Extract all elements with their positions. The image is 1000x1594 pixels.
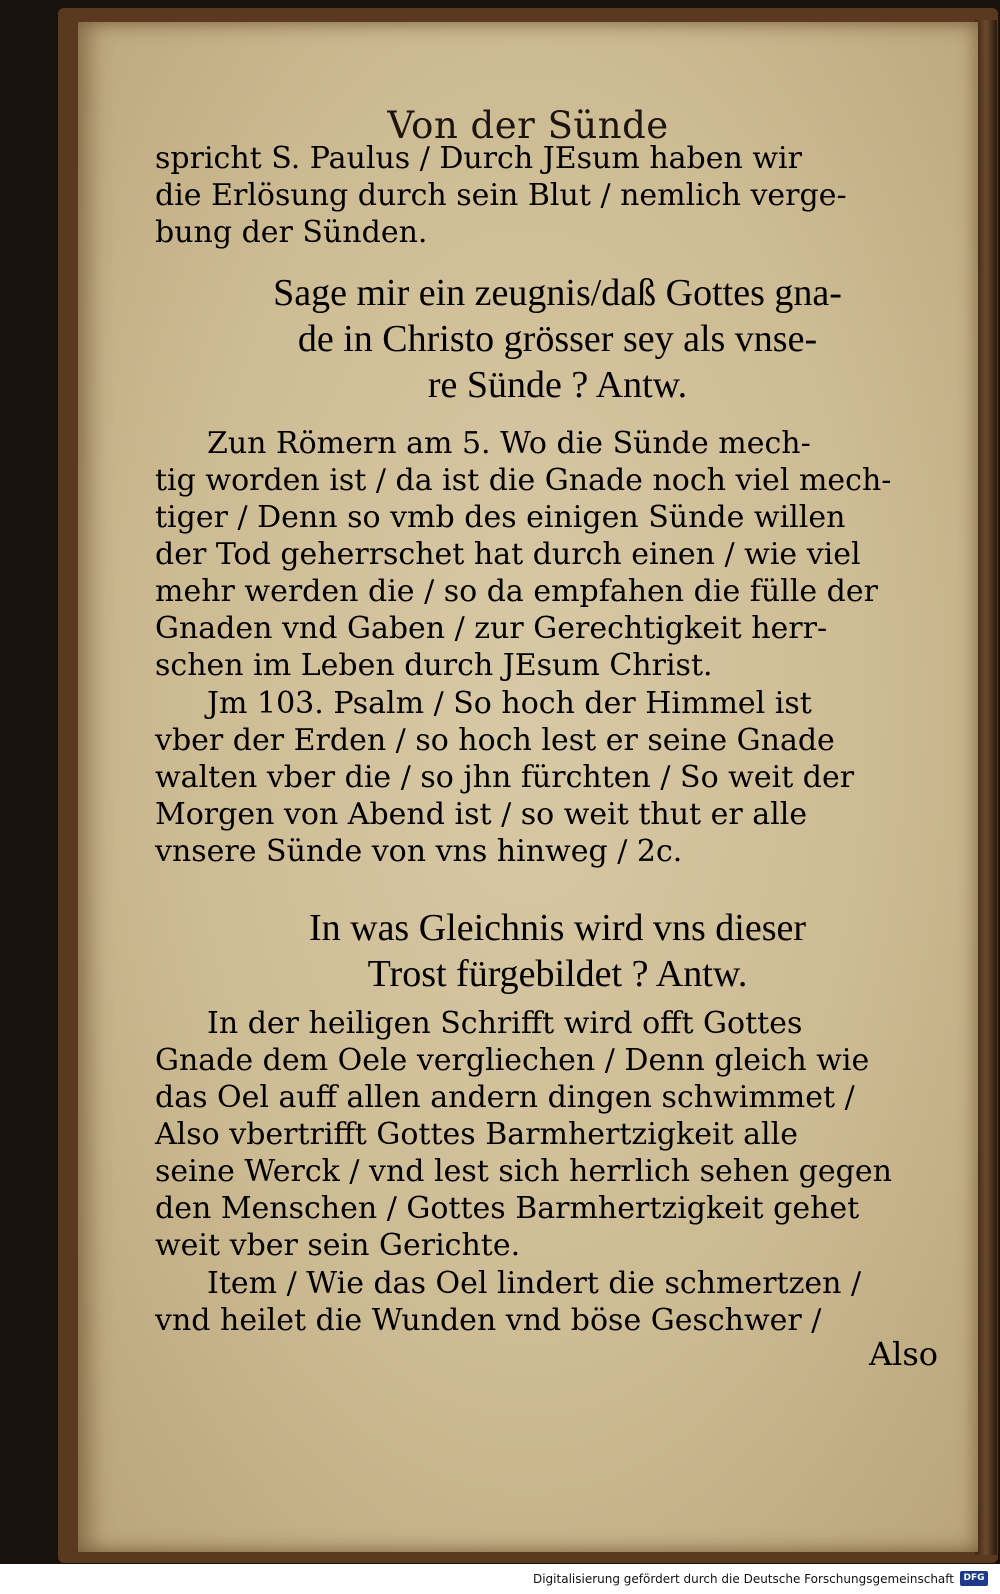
book-page-edge (975, 20, 997, 1555)
question-heading-1 (175, 270, 940, 408)
text-line: bung der Sünden. (155, 215, 428, 250)
text-line: spricht S. Paulus / Durch JEsum haben wir (155, 141, 802, 176)
text-line: vber der Erden / so hoch lest er seine Gnade (155, 723, 835, 758)
text-line: Gnade dem Oele vergliechen / Denn gleich wie (155, 1043, 870, 1078)
text-line: vnd heilet die Wunden vnd böse Geschwer / (155, 1303, 822, 1338)
text-line: Jm 103. Psalm / So hoch der Himmel ist (207, 686, 812, 721)
answer-paragraph-psalm (155, 685, 955, 870)
text-line: tig worden ist / da ist die Gnade noch viel mech- (155, 463, 892, 498)
text-line: mehr werden die / so da empfahen die fülle der (155, 574, 878, 609)
dfg-logo: DFG (960, 1571, 988, 1586)
footer-credit: Digitalisierung gefördert durch die Deutsche Forschungsgemeinschaft (532, 1572, 954, 1586)
text-line: Zun Römern am 5. Wo die Sünde mech- (207, 426, 811, 461)
heading-line: de in Christo grösser sey als vnse- (297, 318, 818, 360)
text-line: Gnaden vnd Gaben / zur Gerechtigkeit herr- (155, 611, 828, 646)
question-heading-2 (175, 905, 940, 997)
text-line: weit vber sein Gerichte. (155, 1228, 521, 1263)
heading-line: Sage mir ein zeugnis/daß Gottes gna- (273, 272, 842, 314)
text-line: der Tod geherrschet hat durch einen / wie viel (155, 537, 861, 572)
heading-line: In was Gleichnis wird vns dieser (308, 907, 807, 949)
text-line: In der heiligen Schrifft wird offt Gottes (207, 1006, 803, 1041)
text-line: das Oel auff allen andern dingen schwimmet / (155, 1080, 855, 1115)
text-line: tiger / Denn so vmb des einigen Sünde willen (155, 500, 846, 535)
catchword: Also (868, 1335, 938, 1373)
footer-bar (0, 1564, 1000, 1594)
intro-paragraph (155, 140, 955, 251)
text-line: Morgen von Abend ist / so weit thut er alle (155, 797, 808, 832)
heading-line: re Sünde ? Antw. (427, 364, 688, 406)
text-line: die Erlösung durch sein Blut / nemlich verge- (155, 178, 847, 213)
heading-line: Trost fürgebildet ? Antw. (367, 953, 748, 995)
text-line: seine Werck / vnd lest sich herrlich sehen gegen (155, 1154, 892, 1189)
running-head: Von der Sünde (387, 104, 669, 147)
text-line: Also vbertrifft Gottes Barmhertzigkeit alle (155, 1117, 798, 1152)
answer-paragraph-romans (155, 425, 955, 684)
text-line: vnsere Sünde von vns hinweg / 2c. (155, 834, 683, 869)
answer-paragraph-oil (155, 1005, 955, 1264)
text-line: Item / Wie das Oel lindert die schmertzen / (207, 1266, 862, 1301)
text-line: schen im Leben durch JEsum Christ. (155, 648, 713, 683)
text-line: den Menschen / Gottes Barmhertzigkeit gehet (155, 1191, 860, 1226)
answer-paragraph-item (155, 1265, 955, 1339)
text-line: walten vber die / so jhn fürchten / So weit der (155, 760, 855, 795)
